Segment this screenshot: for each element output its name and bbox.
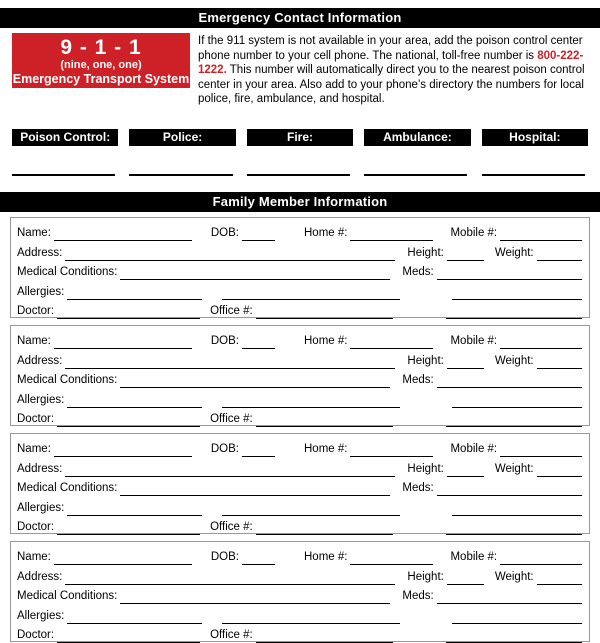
allergies-field-blank[interactable] xyxy=(67,395,202,408)
dob-field-blank[interactable] xyxy=(242,336,275,349)
family-member-header-title: Family Member Information xyxy=(212,193,388,209)
address-field-blank[interactable] xyxy=(65,248,395,261)
medical-conditions-label: Medical Conditions: xyxy=(17,590,118,603)
dob-label: DOB: xyxy=(210,551,239,564)
allergies-field-blank-2[interactable] xyxy=(222,287,400,300)
contact-label-police: Police: xyxy=(129,129,235,146)
medical-conditions-field-blank[interactable] xyxy=(120,375,390,388)
contact-cell-ambulance xyxy=(364,129,470,176)
911-number-words: (nine, one, one) xyxy=(60,59,142,71)
mobile-phone-label: Mobile #: xyxy=(450,335,498,348)
family-row-medical xyxy=(17,261,582,280)
meds-field-blank[interactable] xyxy=(437,375,582,388)
height-label: Height: xyxy=(407,354,444,367)
weight-field-blank[interactable] xyxy=(537,248,582,261)
height-field-blank[interactable] xyxy=(447,572,484,585)
allergies-field-blank[interactable] xyxy=(67,611,202,624)
office-phone-field-blank[interactable] xyxy=(256,522,393,535)
medical-conditions-label: Medical Conditions: xyxy=(17,266,118,279)
height-field-blank[interactable] xyxy=(447,464,484,477)
meds-field-blank-2[interactable] xyxy=(452,287,582,300)
address-label: Address: xyxy=(17,246,63,259)
height-field-blank[interactable] xyxy=(447,248,484,261)
family-row-doctor xyxy=(17,516,582,535)
family-row-name xyxy=(17,438,582,457)
contact-cell-poison-control xyxy=(12,129,118,176)
height-label: Height: xyxy=(407,462,444,475)
family-row-medical xyxy=(17,585,582,604)
family-row-allergies xyxy=(17,388,582,407)
contact-label-poison-control: Poison Control: xyxy=(12,129,118,146)
height-label: Height: xyxy=(407,570,444,583)
family-row-doctor xyxy=(17,300,582,319)
office-phone-field-blank[interactable] xyxy=(256,306,393,319)
family-row-address xyxy=(17,457,582,476)
allergies-field-blank[interactable] xyxy=(67,503,202,516)
family-row-name xyxy=(17,330,582,349)
poison-control-info-after: This number will automatically direct you to the nearest poison control center in your area. Also add to your phone’s directory the numbers for local police, fire, ambulance, and hospital. xyxy=(198,64,585,106)
weight-label: Weight: xyxy=(494,354,534,367)
911-callout xyxy=(12,33,190,88)
weight-label: Weight: xyxy=(494,570,534,583)
meds-field-blank-3[interactable] xyxy=(446,630,582,643)
poison-control-info-before: If the 911 system is not available in your area, add the poison control center phone number to your cell phone. The national, toll-free number is xyxy=(198,35,583,62)
doctor-label: Doctor: xyxy=(17,304,55,317)
contact-blank-ambulance[interactable] xyxy=(364,174,467,176)
contact-blank-fire[interactable] xyxy=(247,174,350,176)
meds-label: Meds: xyxy=(402,590,434,603)
family-row-doctor xyxy=(17,408,582,427)
medical-conditions-label: Medical Conditions: xyxy=(17,374,118,387)
office-phone-label: Office #: xyxy=(210,412,253,425)
weight-field-blank[interactable] xyxy=(537,572,582,585)
name-label: Name: xyxy=(17,335,51,348)
meds-field-blank[interactable] xyxy=(437,483,582,496)
doctor-field-blank[interactable] xyxy=(57,630,200,643)
doctor-field-blank[interactable] xyxy=(57,522,200,535)
emergency-contacts-row xyxy=(0,129,600,176)
family-member-block xyxy=(10,433,590,534)
emergency-contact-header xyxy=(0,8,600,28)
meds-field-blank-3[interactable] xyxy=(446,414,582,427)
allergies-label: Allergies: xyxy=(17,609,65,622)
meds-label: Meds: xyxy=(402,374,434,387)
mobile-phone-label: Mobile #: xyxy=(450,227,498,240)
family-member-header xyxy=(0,192,600,212)
home-phone-label: Home #: xyxy=(304,551,348,564)
address-field-blank[interactable] xyxy=(65,572,395,585)
medical-conditions-label: Medical Conditions: xyxy=(17,482,118,495)
dob-label: DOB: xyxy=(210,335,239,348)
poison-control-info xyxy=(198,33,588,107)
address-label: Address: xyxy=(17,570,63,583)
family-row-name xyxy=(17,546,582,565)
contact-blank-poison-control[interactable] xyxy=(12,174,115,176)
home-phone-field-blank[interactable] xyxy=(350,444,433,457)
office-phone-field-blank[interactable] xyxy=(256,630,393,643)
dob-field-blank[interactable] xyxy=(242,444,275,457)
meds-field-blank[interactable] xyxy=(437,267,582,280)
family-row-medical xyxy=(17,369,582,388)
family-row-medical xyxy=(17,477,582,496)
911-subtitle: Emergency Transport System xyxy=(12,72,190,86)
mobile-phone-field-blank[interactable] xyxy=(500,336,582,349)
address-label: Address: xyxy=(17,354,63,367)
office-phone-field-blank[interactable] xyxy=(256,414,393,427)
office-phone-label: Office #: xyxy=(210,304,253,317)
office-phone-label: Office #: xyxy=(210,520,253,533)
family-member-block xyxy=(10,325,590,426)
contact-cell-hospital xyxy=(482,129,588,176)
dob-field-blank[interactable] xyxy=(242,552,275,565)
family-row-allergies xyxy=(17,496,582,515)
911-callout-row xyxy=(0,33,600,107)
contact-cell-fire xyxy=(247,129,353,176)
home-phone-label: Home #: xyxy=(304,335,348,348)
family-row-name xyxy=(17,222,582,241)
height-label: Height: xyxy=(407,246,444,259)
height-field-blank[interactable] xyxy=(447,356,484,369)
name-field-blank[interactable] xyxy=(54,336,192,349)
home-phone-field-blank[interactable] xyxy=(350,228,433,241)
contact-cell-police xyxy=(129,129,235,176)
dob-label: DOB: xyxy=(210,443,239,456)
mobile-phone-field-blank[interactable] xyxy=(500,552,582,565)
name-field-blank[interactable] xyxy=(54,552,192,565)
911-number: 9 - 1 - 1 xyxy=(60,36,142,59)
doctor-label: Doctor: xyxy=(17,628,55,641)
family-row-doctor xyxy=(17,624,582,643)
dob-label: DOB: xyxy=(210,227,239,240)
office-phone-label: Office #: xyxy=(210,628,253,641)
weight-label: Weight: xyxy=(494,462,534,475)
weight-field-blank[interactable] xyxy=(537,356,582,369)
doctor-label: Doctor: xyxy=(17,520,55,533)
medical-conditions-field-blank[interactable] xyxy=(120,267,390,280)
family-row-address xyxy=(17,241,582,260)
mobile-phone-field-blank[interactable] xyxy=(500,444,582,457)
contact-label-hospital: Hospital: xyxy=(482,129,588,146)
family-member-block xyxy=(10,217,590,318)
emergency-contact-header-title: Emergency Contact Information xyxy=(198,10,402,25)
address-field-blank[interactable] xyxy=(65,356,395,369)
name-label: Name: xyxy=(17,551,51,564)
allergies-field-blank-2[interactable] xyxy=(222,611,400,624)
home-phone-field-blank[interactable] xyxy=(350,336,433,349)
contact-blank-hospital[interactable] xyxy=(482,174,585,176)
home-phone-field-blank[interactable] xyxy=(350,552,433,565)
mobile-phone-label: Mobile #: xyxy=(450,551,498,564)
doctor-field-blank[interactable] xyxy=(57,306,200,319)
family-row-allergies xyxy=(17,280,582,299)
family-row-address xyxy=(17,349,582,368)
poison-control-number: 800-222-1222. xyxy=(198,49,584,77)
meds-field-blank-2[interactable] xyxy=(452,395,582,408)
medical-conditions-field-blank[interactable] xyxy=(120,483,390,496)
name-label: Name: xyxy=(17,227,51,240)
weight-label: Weight: xyxy=(494,246,534,259)
name-field-blank[interactable] xyxy=(54,228,192,241)
allergies-label: Allergies: xyxy=(17,285,65,298)
meds-label: Meds: xyxy=(402,482,434,495)
contact-blank-police[interactable] xyxy=(129,174,232,176)
meds-label: Meds: xyxy=(402,266,434,279)
allergies-label: Allergies: xyxy=(17,393,65,406)
meds-field-blank-2[interactable] xyxy=(452,611,582,624)
meds-field-blank-3[interactable] xyxy=(446,522,582,535)
weight-field-blank[interactable] xyxy=(537,464,582,477)
address-label: Address: xyxy=(17,462,63,475)
mobile-phone-label: Mobile #: xyxy=(450,443,498,456)
name-label: Name: xyxy=(17,443,51,456)
allergies-label: Allergies: xyxy=(17,501,65,514)
family-row-address xyxy=(17,565,582,584)
meds-field-blank-2[interactable] xyxy=(452,503,582,516)
contact-label-fire: Fire: xyxy=(247,129,353,146)
dob-field-blank[interactable] xyxy=(242,228,275,241)
name-field-blank[interactable] xyxy=(54,444,192,457)
allergies-field-blank-2[interactable] xyxy=(222,395,400,408)
contact-label-ambulance: Ambulance: xyxy=(364,129,470,146)
meds-field-blank[interactable] xyxy=(437,591,582,604)
family-blocks xyxy=(0,217,600,642)
family-row-allergies xyxy=(17,604,582,623)
allergies-field-blank-2[interactable] xyxy=(222,503,400,516)
medical-conditions-field-blank[interactable] xyxy=(120,591,390,604)
allergies-field-blank[interactable] xyxy=(67,287,202,300)
family-member-block xyxy=(10,541,590,642)
meds-field-blank-3[interactable] xyxy=(446,306,582,319)
address-field-blank[interactable] xyxy=(65,464,395,477)
mobile-phone-field-blank[interactable] xyxy=(500,228,582,241)
home-phone-label: Home #: xyxy=(304,443,348,456)
doctor-label: Doctor: xyxy=(17,412,55,425)
doctor-field-blank[interactable] xyxy=(57,414,200,427)
home-phone-label: Home #: xyxy=(304,227,348,240)
